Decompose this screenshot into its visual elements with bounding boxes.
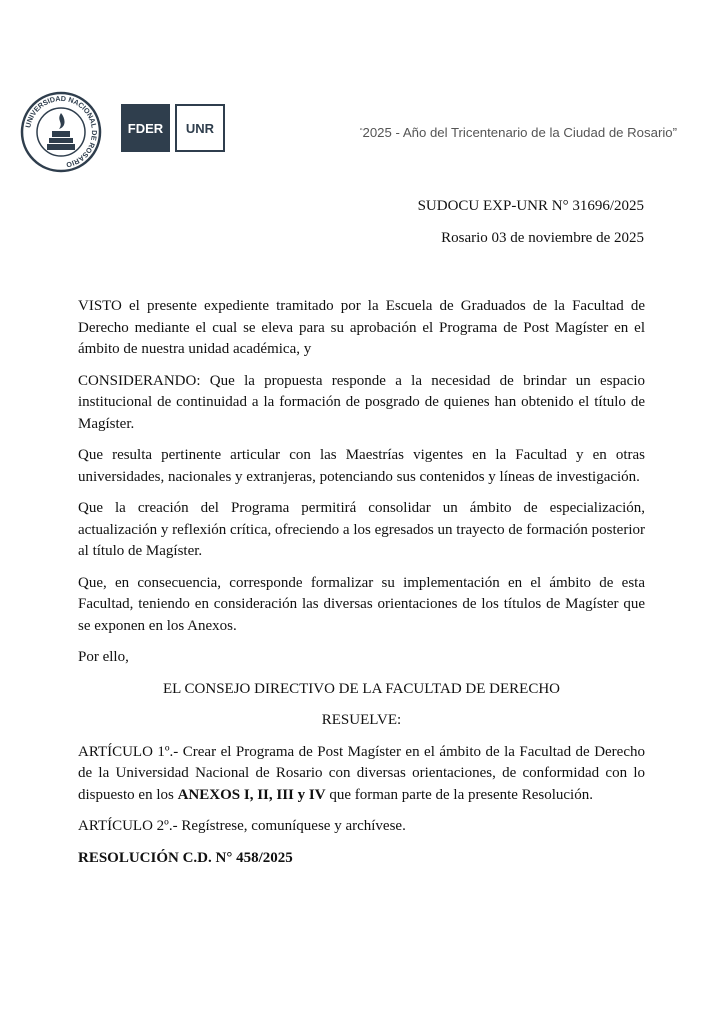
paragraph-implementation: Que, en consecuencia, corresponde formalizar su implementación en el ámbito de esta Facultad, teniendo en consideración las diversas orientaciones de los títulos de Magíster que se exponen en los Anexos. <box>78 574 645 634</box>
council-heading: EL CONSEJO DIRECTIVO DE LA FACULTAD DE DERECHO <box>163 680 560 697</box>
por-ello: Por ello, <box>78 649 129 665</box>
paragraph-articulation: Que resulta pertinente articular con las Maestrías vigentes en la Facultad y en otras universidades, nacionales y extranjeras, potenciando sus contenidos y líneas de investigación. <box>78 447 645 485</box>
visto-paragraph: VISTO el presente expediente tramitado por la Escuela de Graduados de la Facultad de Derecho mediante el cual se eleva para su aprobación el Programa de Post Magíster en el ámbito de nuestra unidad académica, y <box>78 298 645 357</box>
article-2: ARTÍCULO 2º.- Regístrese, comuníquese y archívese. <box>78 818 406 834</box>
seal-text: UNIVERSIDAD NACIONAL DE ROSARIO <box>23 93 100 170</box>
resolution-number: RESOLUCIÓN C.D. N° 458/2025 <box>78 849 293 866</box>
expediente-number: SUDOCU EXP-UNR N° 31696/2025 <box>417 198 644 214</box>
document-date: Rosario 03 de noviembre de 2025 <box>441 230 644 246</box>
fder-logo: FDER <box>121 104 170 152</box>
considerando-paragraph: CONSIDERANDO: Que la propuesta responde a la necesidad de brindar un espacio institucional de continuidad a la formación de posgrado de quienes han obtenido el título de Magíster. <box>78 372 645 432</box>
resolution-body <box>78 296 645 879</box>
university-seal-logo <box>20 91 102 173</box>
paragraph-program-creation: Que la creación del Programa permitirá consolidar un ámbito de especialización, actualización y reflexión crítica, ofreciendo a los egresados un trayecto de formación posterior al título de Magíster. <box>78 500 645 559</box>
annexes-reference: ANEXOS I, II, III y IV <box>177 786 326 803</box>
year-motto: “2025 - Año del Tricentenario de la Ciudad de Rosario” <box>359 125 677 140</box>
resuelve-heading: RESUELVE: <box>321 712 402 728</box>
article-1: ARTÍCULO 1º.- Crear el Programa de Post Magíster en el ámbito de la Facultad de Derecho de la Universidad Nacional de Rosario con diversas orientaciones, de conformidad con lo dispuesto en los ANEXOS I, II, III y IV que forman parte de la presente Resolución. <box>78 743 645 803</box>
letterhead <box>0 0 724 170</box>
unr-logo: UNR <box>175 104 225 152</box>
